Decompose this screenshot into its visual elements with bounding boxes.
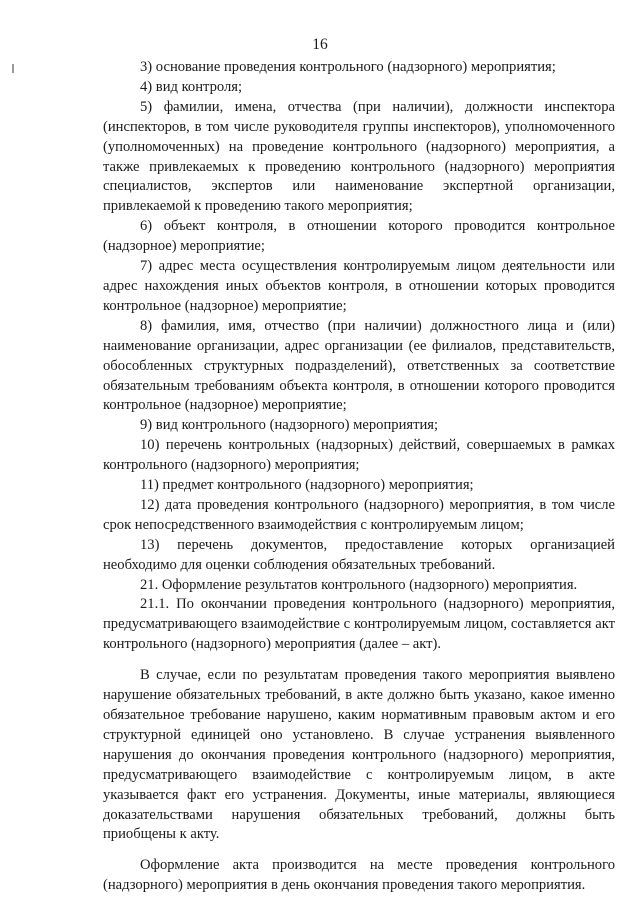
paragraph-item-11: 11) предмет контрольного (надзорного) мероприятия; xyxy=(140,477,474,494)
paragraph-item-4: 4) вид контроля; xyxy=(140,78,243,95)
section-heading-21: 21. Оформление результатов контрольного (надзорного) мероприятия. xyxy=(140,576,578,593)
paragraph-item-12: 12) дата проведения контрольного (надзорного) мероприятия, в том числе срок непосредственного взаимодействия с контролируемым лицом; xyxy=(103,496,615,533)
margin-mark xyxy=(12,64,14,73)
page-number: 16 xyxy=(312,36,328,53)
document-body xyxy=(103,58,615,896)
paragraph-21-1: 21.1. По окончании проведения контрольного (надзорного) мероприятия, предусматривающего взаимодействие с контролируемым лицом, составляется акт контрольного (надзорного) мероприятия (далее – акт). xyxy=(103,596,615,653)
paragraph-item-3: 3) основание проведения контрольного (надзорного) мероприятия; xyxy=(140,59,556,75)
paragraph-item-7: 7) адрес места осуществления контролируемым лицом деятельности или адрес нахождения иных объектов контроля, в отношении которых проводится контрольное (надзорное) мероприятие; xyxy=(103,258,615,314)
paragraph-item-9: 9) вид контрольного (надзорного) мероприятия; xyxy=(140,417,439,434)
paragraph-item-6: 6) объект контроля, в отношении которого проводится контрольное (надзорное) мероприятие; xyxy=(103,218,615,255)
paragraph-act-formation: Оформление акта производится на месте проведения контрольного (надзорного) мероприятия в день окончания проведения такого мероприятия. xyxy=(103,857,615,894)
paragraph-item-10: 10) перечень контрольных (надзорных) действий, совершаемых в рамках контрольного (надзорного) мероприятия; xyxy=(103,437,615,474)
paragraph-item-13: 13) перечень документов, предоставление которых организацией необходимо для оценки соблюдения обязательных требований. xyxy=(103,536,615,573)
paragraph-item-8: 8) фамилия, имя, отчество (при наличии) должностного лица и (или) наименование организации, адрес организации (ее филиалов, представительств, обособленных структурных подразделений), ответственных за соответствие обязательным требованиям объекта контроля, в отношении которого проводится контрольное (надзорное) мероприятие; xyxy=(103,317,615,414)
paragraph-violation: В случае, если по результатам проведения такого мероприятия выявлено нарушение обязательных требований, в акте должно быть указано, какое именно обязательное требование нарушено, каким нормативным правовым актом и его структурной единицей оно установлено. В случае устранения выявленного нарушения до окончания проведения контрольного (надзорного) мероприятия, предусматривающего взаимодействие с контролируемым лицом, в акте указывается факт его устранения. Документы, иные материалы, являющиеся доказательствами нарушения обязательных требований, должны быть приобщены к акту. xyxy=(103,667,615,843)
paragraph-item-5: 5) фамилии, имена, отчества (при наличии), должности инспектора (инспекторов, в том числе руководителя группы инспекторов), уполномоченного (уполномоченных) на проведение контрольного (надзорного) мероприятия, а также привлекаемых к проведению контрольного (надзорного) мероприятия специалистов, экспертов или наименование экспертной организации, привлекаемой к проведению такого мероприятия; xyxy=(103,98,615,215)
